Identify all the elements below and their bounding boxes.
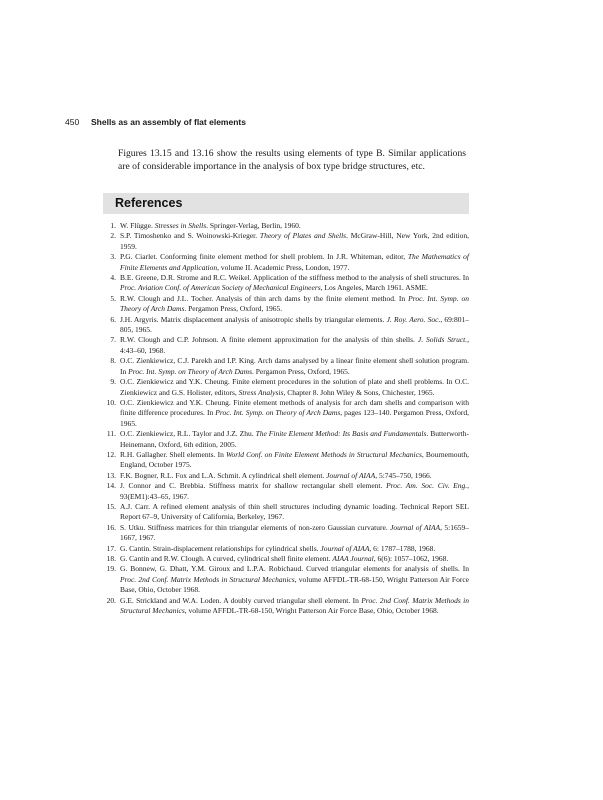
reference-title: Proc. Aviation Conf. of American Society of Mechanical Engineers: [120, 283, 321, 293]
reference-item: [104, 356, 469, 377]
reference-item: [104, 596, 469, 617]
reference-number: 4.: [110, 273, 116, 283]
reference-item: [104, 471, 469, 481]
reference-text: R.W. Clough and J.L. Tocher. Analysis of thin arch dams by the finite element method. In: [120, 293, 409, 303]
reference-title: Proc. 2nd Conf. Matrix Methods in Structural Mechanics: [120, 595, 469, 616]
reference-details: . Pergamon Press, Oxford, 1965.: [252, 366, 350, 376]
reference-number: 18.: [106, 554, 116, 563]
reference-details: , 4:43–60, 1968.: [120, 335, 469, 355]
intro-paragraph: Figures 13.15 and 13.16 show the results using elements of type B. Similar applications are of considerable importance in the analysis of box type bridge structures, etc.: [118, 148, 466, 172]
reference-details: , Bournemouth, England, October 1975.: [120, 449, 469, 470]
reference-details: . McGraw-Hill, New York, 2nd edition, 1959.: [120, 231, 469, 251]
reference-number: 15.: [106, 501, 116, 511]
reference-title: AIAA Journal: [332, 554, 374, 563]
references-heading: References: [115, 196, 183, 210]
reference-number: 20.: [106, 595, 116, 605]
reference-item: [104, 564, 469, 595]
reference-number: 13.: [106, 470, 116, 480]
reference-number: 6.: [110, 314, 116, 324]
reference-item: [104, 221, 469, 231]
reference-number: 10.: [106, 397, 116, 407]
reference-item: [104, 554, 469, 564]
reference-number: 5.: [110, 293, 116, 303]
reference-title: Theory of Plates and Shells: [259, 231, 347, 241]
reference-text: B.E. Greene, D.R. Strome and R.C. Weikel. Application of the stiffness method to the analysis of shell structures. In: [120, 273, 469, 283]
references-list: [104, 221, 469, 616]
reference-text: O.C. Zienkiewicz and Y.K. Cheung. Finite element methods of analysis for arch dam shells and comparison with finite difference procedures. In: [120, 397, 469, 418]
reference-item: [104, 481, 469, 502]
reference-item: [104, 450, 469, 471]
reference-item: [104, 429, 469, 450]
reference-number: 17.: [106, 543, 116, 553]
page-number: 450: [65, 117, 80, 127]
reference-title: Proc. Am. Soc. Civ. Eng.: [386, 481, 468, 491]
reference-text: W. Flügge.: [120, 221, 155, 230]
reference-number: 1.: [110, 221, 116, 230]
reference-title: Stress Analysis: [238, 387, 284, 397]
reference-details: , volume II. Academic Press, London, 1977.: [217, 262, 350, 272]
reference-text: G. Cantin. Strain-displacement relationships for cylindrical shells.: [120, 543, 321, 553]
reference-number: 19.: [106, 564, 116, 574]
reference-details: . Springer-Verlag, Berlin, 1960.: [206, 221, 301, 230]
reference-title: J. Solids Struct.: [417, 335, 468, 345]
reference-item: [104, 544, 469, 554]
reference-title: Proc. Int. Symp. on Theory of Arch Dams: [128, 366, 252, 376]
reference-text: O.C. Zienkiewicz, R.L. Taylor and J.Z. Zhu.: [120, 429, 256, 439]
reference-title: Stresses in Shells: [154, 221, 207, 230]
reference-number: 9.: [110, 377, 116, 387]
reference-text: G. Bonnew, G. Dhatt, Y.M. Giroux and L.P.A. Robichaud. Curved triangular elements for analysis of shells. In: [120, 564, 469, 574]
reference-title: The Finite Element Method: Its Basis and Fundamentals: [255, 429, 427, 439]
reference-title: Journal of AIAA: [320, 543, 370, 553]
running-title: Shells as an assembly of flat elements: [91, 117, 246, 127]
reference-details: , 6: 1787–1788, 1968.: [369, 543, 436, 553]
reference-details: , 93(EM1):43–65, 1967.: [120, 481, 469, 501]
reference-title: Proc. 2nd Conf. Matrix Methods in Structural Mechanics: [120, 574, 295, 584]
reference-text: O.C. Zienkiewicz and Y.K. Cheung. Finite element procedures in the solution of plate and shell problems. In O.C. Zienkiewicz and G.S. Holister, editors,: [120, 377, 469, 397]
reference-number: 7.: [110, 335, 116, 345]
reference-details: , 6(6): 1057–1062, 1968.: [373, 554, 449, 563]
reference-item: [104, 231, 469, 252]
reference-text: O.C. Zienkiewicz, C.J. Parekh and I.P. King. Arch dams analysed by a linear finite element shell solution program. In: [120, 356, 469, 376]
reference-item: [104, 335, 469, 356]
reference-title: Journal of AIAA: [326, 470, 376, 480]
reference-details: , Los Angeles, March 1961. ASME.: [320, 283, 428, 293]
reference-details: , 5:745–750, 1966.: [375, 470, 432, 480]
reference-details: , Chapter 8. John Wiley & Sons, Chichester, 1965.: [283, 387, 435, 397]
reference-number: 3.: [110, 252, 116, 262]
reference-item: [104, 294, 469, 315]
reference-details: , 69:801–805, 1965.: [120, 314, 469, 335]
reference-item: [104, 315, 469, 336]
reference-number: 8.: [110, 356, 116, 366]
reference-text: P.G. Ciarlet. Conforming finite element method for shell problem. In J.R. Whiteman, editor,: [120, 252, 408, 262]
reference-text: S. Utku. Stiffness matrices for thin triangular elements of non-zero Gaussian curvature.: [120, 522, 391, 532]
reference-number: 14.: [106, 481, 116, 491]
reference-title: The Mathematics of Finite Elements and Application: [120, 252, 470, 272]
reference-text: G. Cantin and R.W. Clough. A curved, cylindrical shell finite element.: [120, 554, 333, 563]
reference-title: Journal of AIAA: [390, 522, 441, 532]
reference-text: J. Connor and C. Brebbia. Stiffness matrix for shallow rectangular shell element.: [120, 481, 387, 491]
reference-text: R.W. Clough and C.P. Johnson. A finite element approximation for the analysis of thin shells.: [120, 335, 418, 345]
reference-details: , volume AFFDL-TR-68-150, Wright Patterson Air Force Base, Ohio, October 1968.: [184, 606, 439, 616]
reference-details: , 5:1659–1667, 1967.: [120, 522, 469, 543]
reference-details: , pages 123–140. Pergamon Press, Oxford, 1965.: [120, 408, 469, 428]
reference-title: J. Roy. Aero. Soc.: [386, 314, 441, 324]
reference-number: 12.: [106, 449, 116, 459]
reference-details: . Pergamon Press, Oxford, 1965.: [184, 304, 283, 314]
reference-text: J.H. Argyris. Matrix displacement analysis of anisotropic shells by triangular elements.: [120, 314, 387, 324]
reference-item: [104, 398, 469, 429]
reference-item: [104, 273, 469, 294]
reference-details: , volume AFFDL-TR-68-150, Wright Patterson Air Force Base, Ohio, October 1968.: [120, 574, 470, 595]
reference-details: . Butterworth-Heinemann, Oxford, 6th edition, 2005.: [120, 429, 469, 449]
reference-text: S.P. Timoshenko and S. Woinowski-Krieger.: [120, 231, 260, 241]
reference-text: R.H. Gallagher. Shell elements. In: [120, 449, 226, 459]
reference-title: Proc. Int. Symp. on Theory of Arch Dams: [215, 408, 341, 418]
reference-item: [104, 502, 469, 523]
reference-item: [104, 377, 469, 398]
reference-title: Proc. Int. Symp. on Theory of Arch Dams: [120, 293, 469, 314]
reference-item: [104, 523, 469, 544]
references-heading-bar: [103, 193, 469, 214]
reference-number: 16.: [106, 522, 116, 532]
reference-text: A.J. Carr. A refined element analysis of thin shell structures including dynamic loading. Technical Report SEL Report 67–9, University of California, Berkeley, 1967.: [120, 501, 469, 522]
reference-text: F.K. Bogner, R.L. Fox and L.A. Schmit. A cylindrical shell element.: [120, 470, 327, 480]
reference-item: [104, 252, 469, 273]
reference-title: World Conf. on Finite Element Methods in Structural Mechanics: [225, 449, 422, 459]
reference-number: 11.: [106, 429, 116, 439]
reference-text: G.E. Strickland and W.A. Loden. A doubly curved triangular shell element. In: [120, 595, 362, 605]
reference-number: 2.: [110, 231, 116, 241]
running-header: [65, 115, 535, 129]
